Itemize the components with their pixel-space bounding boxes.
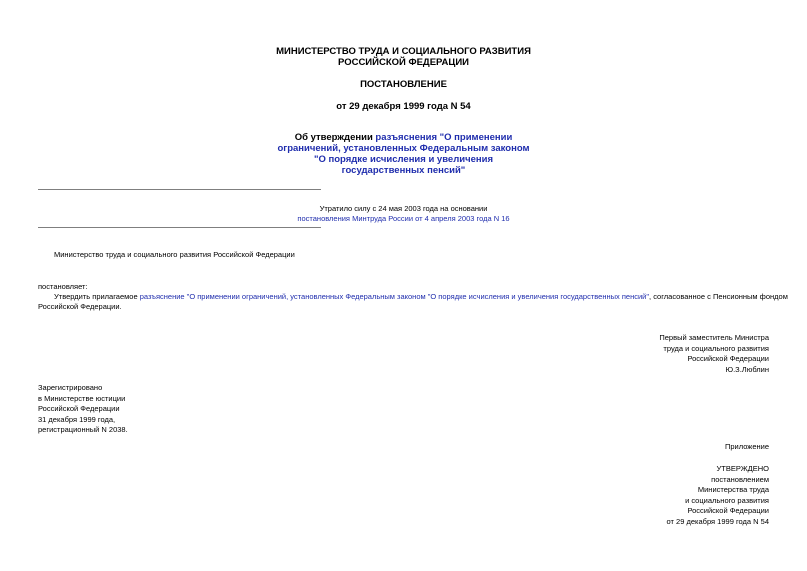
- paragraph-line-1: [38, 292, 788, 302]
- ministry-line-1: МИНИСТЕРСТВО ТРУДА И СОЦИАЛЬНОГО РАЗВИТИЯ: [276, 46, 531, 57]
- divider-top: [38, 189, 321, 190]
- paragraph-line-2: Российской Федерации.: [38, 302, 122, 311]
- title-link[interactable]: разъяснения "О применении: [375, 132, 513, 143]
- signature-line-2: труда и социального развития: [663, 343, 769, 353]
- appendix-line-2: постановлением: [711, 474, 769, 484]
- title-line-1: [200, 132, 607, 143]
- appendix-block: [667, 464, 769, 527]
- signature-block: [659, 333, 769, 375]
- decree-paragraph: [38, 292, 788, 312]
- signature-line-1: Первый заместитель Министра: [659, 333, 769, 342]
- appendix-line-6: от 29 декабря 1999 года N 54: [666, 516, 769, 526]
- ministry-line-2: РОССИЙСКОЙ ФЕДЕРАЦИИ: [337, 57, 469, 68]
- appendix-line-5: Российской Федерации: [687, 506, 769, 515]
- appendix-line-4: и социального развития: [685, 495, 769, 505]
- signature-line-3: Российской Федерации: [687, 354, 769, 363]
- doc-date-number: от 29 декабря 1999 года N 54: [336, 101, 471, 112]
- doc-title: [200, 132, 607, 176]
- appendix-label: Приложение: [725, 442, 769, 451]
- registration-line-5: регистрационный N 2038.: [38, 425, 128, 434]
- paragraph-start: Утвердить прилагаемое: [54, 292, 140, 301]
- signature-line-4: Ю.З.Люблин: [725, 364, 769, 374]
- decree-word: постановляет:: [38, 282, 88, 291]
- registration-line-4: 31 декабря 1999 года,: [38, 414, 116, 424]
- registration-block: [38, 383, 128, 436]
- appendix-approved: УТВЕРЖДЕНО: [716, 464, 769, 473]
- paragraph-end: , согласованное с Пенсионным фондом: [649, 292, 788, 301]
- ministry-header: [200, 46, 607, 68]
- divider-bottom: [38, 227, 321, 228]
- title-line-4[interactable]: государственных пенсий": [341, 165, 466, 176]
- appendix-line-3: Министерства труда: [697, 485, 769, 494]
- title-line-3[interactable]: "О порядке исчисления и увеличения: [313, 154, 494, 165]
- doc-type: ПОСТАНОВЛЕНИЕ: [360, 79, 447, 90]
- registration-line-2: в Министерстве юстиции: [38, 393, 126, 403]
- status-link[interactable]: постановления Минтруда России от 4 апреля 2003 года N 16: [297, 214, 510, 223]
- registration-line-3: Российской Федерации: [38, 404, 120, 413]
- paragraph-link[interactable]: разъяснение "О применении ограничений, установленных Федеральным законом "О порядке исчисления и увеличения государственных пенсий": [139, 292, 650, 301]
- intro-text: Министерство труда и социального развития Российской Федерации: [54, 250, 295, 259]
- status-line: Утратило силу с 24 мая 2003 года на основании: [319, 204, 488, 213]
- title-prefix: Об утверждении: [294, 132, 376, 143]
- title-line-2[interactable]: ограничений, установленных Федеральным законом: [277, 143, 530, 154]
- registration-line-1: Зарегистрировано: [38, 383, 103, 392]
- status-note: [180, 204, 627, 224]
